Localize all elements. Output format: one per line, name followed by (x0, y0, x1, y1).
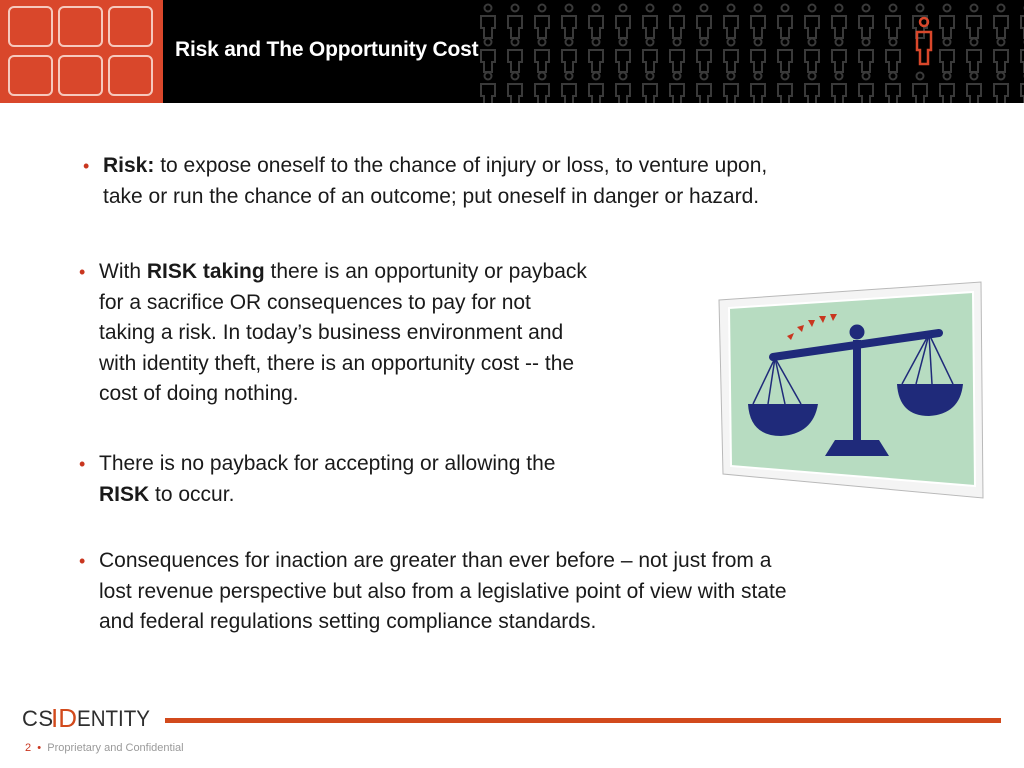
slide-footer (25, 742, 184, 754)
person-icon (778, 50, 792, 72)
logo-text-entity: ENTITY (77, 706, 151, 730)
person-icon (836, 39, 843, 46)
footer-text: Proprietary and Confidential (47, 742, 184, 754)
logo-square (58, 55, 103, 96)
person-icon (832, 84, 846, 103)
person-icon (697, 16, 711, 38)
person-icon (643, 50, 657, 72)
person-icon (512, 73, 519, 80)
person-icon (940, 16, 954, 38)
person-icon (944, 73, 951, 80)
person-icon (674, 73, 681, 80)
person-icon (539, 5, 546, 12)
risk-term: Risk: (103, 154, 155, 177)
person-icon (508, 84, 522, 103)
person-icon (508, 16, 522, 38)
person-icon (755, 73, 762, 80)
person-icon (944, 39, 951, 46)
person-icon (647, 5, 654, 12)
person-icon (589, 16, 603, 38)
person-icon (481, 16, 495, 38)
person-icon (670, 16, 684, 38)
person-icon (620, 39, 627, 46)
person-icon (643, 84, 657, 103)
person-icon (778, 84, 792, 103)
person-icon (566, 5, 573, 12)
person-icon (967, 50, 981, 72)
person-icon (940, 84, 954, 103)
highlighted-person-icon (917, 18, 931, 64)
person-icon (647, 39, 654, 46)
brand-divider-line (165, 718, 1001, 723)
person-icon (485, 39, 492, 46)
person-icon (485, 5, 492, 12)
person-icon (562, 84, 576, 103)
person-icon (967, 16, 981, 38)
person-icon (643, 16, 657, 38)
person-icon (859, 16, 873, 38)
person-icon (593, 5, 600, 12)
slide-title: Risk and The Opportunity Cost (175, 38, 479, 61)
logo-text-cs: CS (22, 706, 54, 730)
person-icon (647, 73, 654, 80)
person-icon (755, 5, 762, 12)
header-logo-block (0, 0, 163, 103)
person-icon (512, 5, 519, 12)
person-icon (751, 50, 765, 72)
person-icon (512, 39, 519, 46)
bullet-text: with identity theft, there is an opportunity cost -- the (99, 351, 575, 375)
bullet-text: there is an opportunity or payback (264, 260, 587, 283)
person-icon (863, 39, 870, 46)
footer-separator: • (37, 742, 42, 754)
person-icon (886, 84, 900, 103)
person-icon (728, 5, 735, 12)
person-icon (724, 84, 738, 103)
person-icon (994, 16, 1008, 38)
person-icon (566, 73, 573, 80)
bullet-dot: • (83, 156, 90, 176)
bullet-bold-text: RISK (99, 482, 150, 506)
person-icon (863, 73, 870, 80)
person-icon (589, 84, 603, 103)
person-icon (593, 73, 600, 80)
person-icon (562, 50, 576, 72)
person-icon (701, 5, 708, 12)
person-icon (620, 5, 627, 12)
bullet-dot: • (79, 551, 86, 571)
person-icon (994, 84, 1008, 103)
logo-square (8, 6, 53, 47)
bullet-risk-definition (83, 151, 768, 212)
person-icon (809, 73, 816, 80)
person-icon (809, 5, 816, 12)
logo-text-id: ID (51, 703, 77, 730)
person-icon (890, 5, 897, 12)
person-icon (485, 73, 492, 80)
person-icon (755, 39, 762, 46)
person-icon (832, 16, 846, 38)
person-icon (809, 39, 816, 46)
person-icon (728, 73, 735, 80)
bullet-text: lost revenue perspective but also from a legislative point of view with state (99, 579, 787, 603)
person-icon (805, 84, 819, 103)
person-icon (886, 50, 900, 72)
person-icon (701, 73, 708, 80)
person-icon (616, 50, 630, 72)
person-icon (917, 5, 924, 12)
person-icon (778, 16, 792, 38)
bullet-consequences (79, 546, 787, 638)
person-icon (782, 39, 789, 46)
bullet-text: taking a risk. In today’s business environment and (99, 321, 564, 344)
bullet-text: for a sacrifice OR consequences to pay for not (99, 290, 531, 314)
logo-square (8, 55, 53, 96)
person-icon (971, 5, 978, 12)
person-icon (913, 84, 927, 103)
person-icon (724, 50, 738, 72)
person-icon (944, 5, 951, 12)
person-icon (998, 73, 1005, 80)
bullet-dot: • (79, 454, 86, 474)
person-icon (836, 73, 843, 80)
person-icon (539, 73, 546, 80)
person-icon (782, 5, 789, 12)
bullet-risk-taking (79, 257, 587, 410)
person-icon (697, 50, 711, 72)
person-icon (539, 39, 546, 46)
person-icon (836, 5, 843, 12)
person-icon (886, 16, 900, 38)
bullet-bold-text: RISK taking (146, 260, 265, 283)
person-icon (589, 50, 603, 72)
person-icon (832, 50, 846, 72)
logo-square (58, 6, 103, 47)
person-icon (481, 50, 495, 72)
slide-header (0, 0, 1024, 103)
person-icon (859, 50, 873, 72)
csidentity-logo (22, 702, 152, 730)
person-icon (751, 84, 765, 103)
person-icon (701, 39, 708, 46)
person-icon (724, 16, 738, 38)
person-icon (697, 84, 711, 103)
crowd-people-graphic (475, 0, 1024, 103)
person-icon (593, 39, 600, 46)
bullet-no-payback (79, 449, 556, 510)
person-icon (917, 73, 924, 80)
person-icon (728, 39, 735, 46)
person-icon (805, 50, 819, 72)
bullet-dot: • (79, 262, 86, 282)
person-icon (616, 84, 630, 103)
person-icon (782, 73, 789, 80)
person-icon (940, 50, 954, 72)
risk-definition-line1: to expose oneself to the chance of injury or loss, to venture upon, (154, 154, 768, 177)
person-icon (998, 39, 1005, 46)
person-icon (535, 16, 549, 38)
person-icon (481, 84, 495, 103)
page-number: 2 (25, 742, 32, 754)
person-icon (670, 50, 684, 72)
balance-scale-icon (715, 276, 985, 500)
person-icon (890, 39, 897, 46)
bullet-text: to occur. (149, 482, 235, 506)
person-icon (967, 84, 981, 103)
risk-definition-line2: take or run the chance of an outcome; put oneself in danger or hazard. (103, 184, 760, 208)
person-icon (566, 39, 573, 46)
bullet-text: cost of doing nothing. (99, 382, 299, 405)
logo-square (108, 6, 153, 47)
bullet-text: There is no payback for accepting or allowing the (99, 452, 556, 475)
person-icon (562, 16, 576, 38)
person-icon (751, 16, 765, 38)
person-icon (508, 50, 522, 72)
person-icon (971, 73, 978, 80)
person-icon (616, 16, 630, 38)
person-icon (674, 39, 681, 46)
person-icon (805, 16, 819, 38)
person-icon (670, 84, 684, 103)
person-icon (535, 50, 549, 72)
person-icon (674, 5, 681, 12)
person-icon (620, 73, 627, 80)
person-icon (859, 84, 873, 103)
person-icon (535, 84, 549, 103)
bullet-text: Consequences for inaction are greater than ever before – not just from a (99, 549, 772, 572)
bullet-text: and federal regulations setting compliance standards. (99, 610, 597, 633)
person-icon (994, 50, 1008, 72)
person-icon (998, 5, 1005, 12)
person-icon (971, 39, 978, 46)
bullet-text: With (99, 260, 147, 283)
person-icon (890, 73, 897, 80)
person-icon (863, 5, 870, 12)
logo-square (108, 55, 153, 96)
